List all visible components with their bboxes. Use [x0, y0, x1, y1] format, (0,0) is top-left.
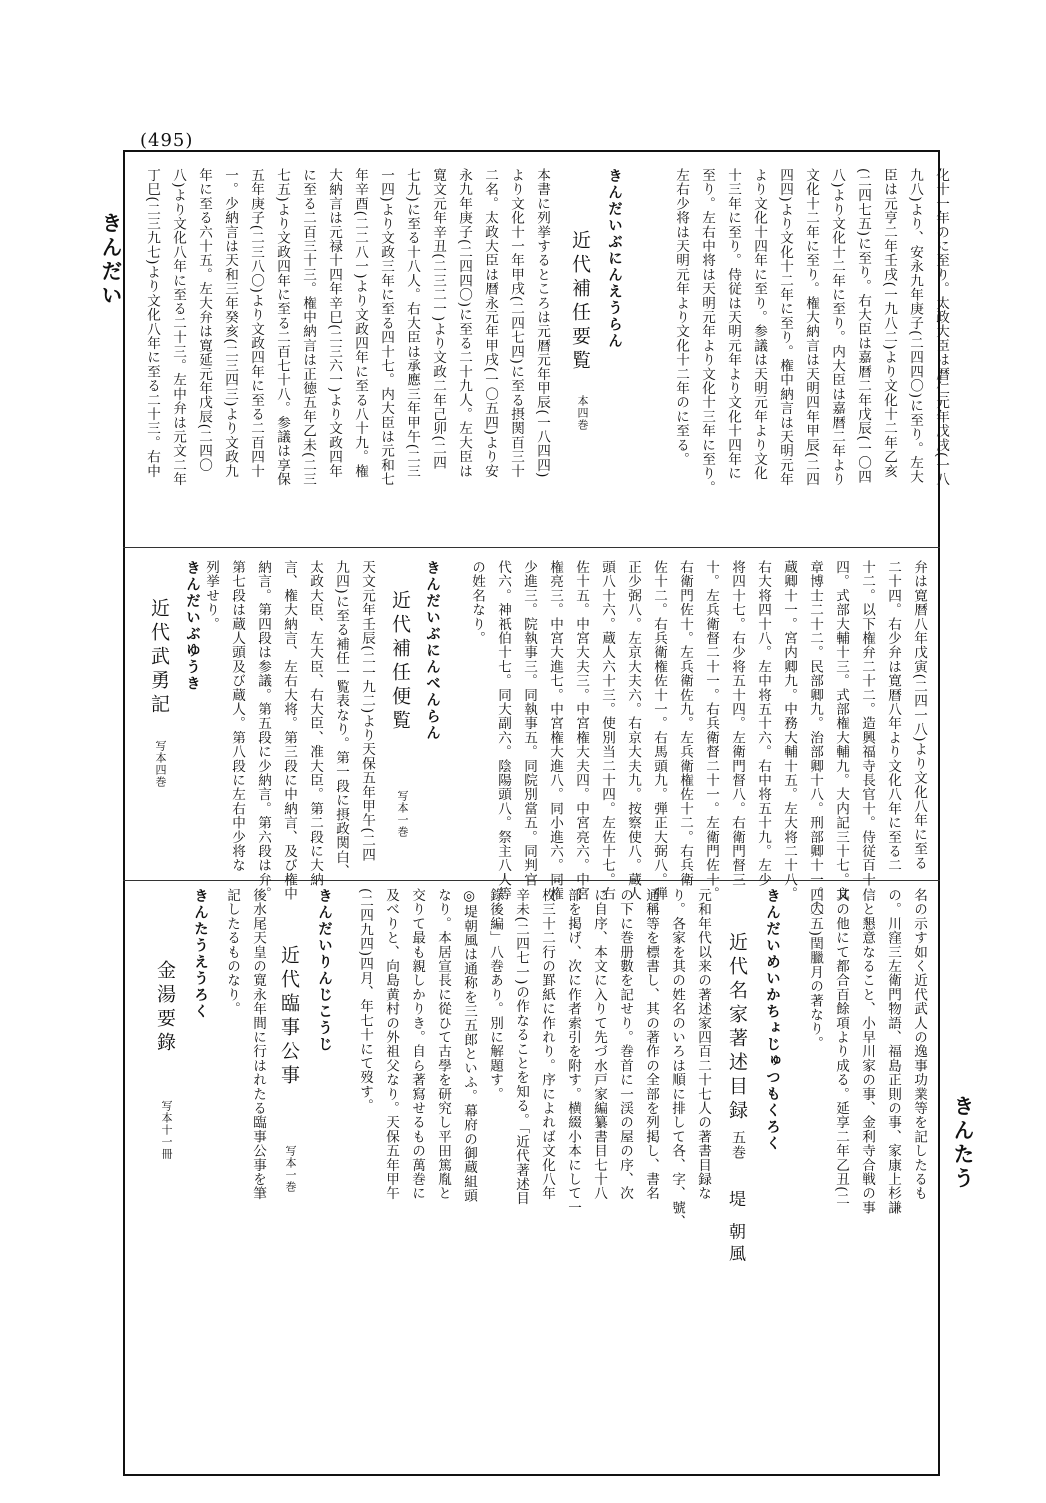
text-line: 十。左兵衛督二十一。右兵衛督二十一。左衛門佐十。 — [703, 560, 719, 901]
tier2-entry-text — [203, 560, 380, 901]
text-line: 八)より文化十二年に至り。内大臣は嘉暦二年より — [829, 168, 845, 487]
text-line: (二四七五)に至り。右大臣は嘉暦二年戊辰(一〇四 — [855, 168, 871, 484]
text-line: 永九年庚子(二四四〇)に至る二十九人。左大臣は — [456, 168, 472, 479]
text-line: 佐十五。中宮大夫三。中宮権大夫四。中宮亮六。中宮 — [573, 560, 589, 901]
text-line: ◎堤朝風は通称を三五郎といふ。幕府の御蔵組頭 — [461, 888, 477, 1203]
text-line: の下に巻册數を記せり。巻首に一渓の屋の序、次 — [617, 888, 633, 1201]
text-line: 大納言は元禄十四年辛巳(二三六一)より文政四年 — [326, 168, 342, 479]
entry-volumes: 五巻 — [730, 1130, 746, 1160]
text-line: 錄後編」八巻あり。別に解題す。 — [487, 888, 503, 1101]
entry-title: 近代補任便覧 — [389, 590, 411, 734]
text-line: の。川窪三左衛門物語、福島正則の事、家康上杉謙 — [885, 888, 901, 1215]
text-line: 弁は寛暦八年戊寅(二四一八)より文化八年に至る — [911, 560, 927, 871]
text-line: より文化十四年に至り。参議は天明元年より文化 — [751, 168, 767, 481]
tier-divider-1 — [123, 547, 940, 548]
entry-title: 近代武勇記 — [148, 598, 170, 718]
text-line: 四四)より文化十二年に至り。権中納言は天明元年 — [777, 168, 793, 487]
text-line: 納言。第四段は参議。第五段に少納言。第六段は弁。 — [255, 560, 271, 901]
entry-reading: きんだいぶゆうき — [184, 560, 201, 692]
text-line: 通稱等を標書し、其の著作の全部を列掲し、書名 — [643, 888, 659, 1201]
entry-volumes: 写本一巻 — [284, 1145, 297, 1193]
text-line: 十二。以下権弁二十二。造興福寺長官十。侍従百十 — [859, 560, 875, 887]
text-line: 太政大臣、左大臣、右大臣、准大臣。第二段に大納 — [307, 560, 323, 887]
text-line: 及べりと、向島黄村の外祖父なり。天保五年甲午 — [383, 888, 399, 1201]
text-line: 二名。太政大臣は暦永元年甲戌(一〇五四)より安 — [482, 168, 498, 479]
text-line: 五年庚子(二三八〇)より文政四年に至る二百四十 — [248, 168, 264, 479]
text-line: 代六。神祇伯十七。同大副六。陰陽頭八。祭主八人等 — [495, 560, 511, 901]
tier3-entry-text-2 — [215, 888, 271, 1468]
side-label-top: きんだい — [99, 212, 124, 308]
text-line: 権亮三。中宮大進七。中宮権大進八。同小進六。同権 — [547, 560, 563, 901]
entry-title: 近代名家著述目録 — [726, 932, 748, 1124]
text-line: 将四十七。右少将五十四。左衛門督八。右衛門督三 — [729, 560, 745, 887]
text-line: 佐十二。右兵衛権佐十一。右馬頭九。弾正大弼八。弾 — [651, 560, 667, 901]
text-line: より文化十一年甲戌(二四七四)に至る摂関百三十 — [508, 168, 524, 479]
text-line: なり。本居宣長に從ひて古學を研究し平田篤胤と — [435, 888, 451, 1201]
entry-volumes: 写本四巻 — [154, 740, 167, 788]
text-line: 信と懇意なること、小早川家の事、金利寺合戦の事 — [859, 888, 875, 1215]
text-line: に自序、本文に入りて先づ水戸家編纂書目七十八 — [591, 888, 607, 1201]
entry-title: 金湯要錄 — [154, 960, 176, 1056]
text-line: 枚三十二行の罫紙に作れり。序によれば文化八年 — [539, 888, 555, 1201]
text-line: 其の他にて都合百餘項より成る。延享二年乙丑(二 — [833, 888, 849, 1207]
text-line: 部を掲げ、次に作者索引を附す。横綴小本にして一 — [565, 888, 581, 1215]
text-line: (二四九四)四月、年七十にて歿す。 — [357, 888, 373, 1113]
continued-text-body — [464, 560, 932, 915]
text-line: 四。式部大輔十三。式部権大輔九。大内記三十七。文 — [833, 560, 849, 901]
text-line: 七五)より文政四年に至る二百七十八。参議は享保 — [274, 168, 290, 487]
text-line: 寛文元年辛丑(二三二一)より文政二年己卯(二四 — [430, 168, 446, 470]
tier2-continued-text — [450, 560, 932, 915]
text-line: 八)より文化八年に至る二十三。左中弁は元文二年 — [170, 168, 186, 487]
text-line: 右衛門佐十。左兵衛佐九。左兵衛権佐十二。右兵衛 — [677, 560, 693, 887]
text-line: 年に至る六十五。左大弁は寛延元年戊辰(二四〇 — [196, 168, 212, 473]
entry-reading: きんだいめいかちょじゅつもくろく — [764, 888, 781, 1152]
side-label-bottom: きんたう — [951, 1095, 976, 1191]
text-line: 四〇五)閏臘月の著なり。 — [807, 888, 823, 1051]
entry-text-body — [219, 888, 271, 1468]
text-line: 言、権大納言、左右大将。第三段に中納言、及び権中 — [281, 560, 297, 901]
tier3-entry-text — [338, 888, 716, 1468]
entry-reading: きんだいぶにんべんらん — [424, 560, 441, 742]
text-line: り。各家を其の姓名のいろは順に排して各、字、號、 — [669, 888, 685, 1229]
text-line: 第七段は蔵人頭及び蔵人。第八段に左右中少将な — [229, 560, 245, 873]
text-line: 辛未(二四七一)の作なることを知る。「近代著述目 — [513, 888, 529, 1206]
text-line: 二十四。右少弁は寛暦八年より文化八年に至る二 — [885, 560, 901, 873]
entry-reading: きんたうえうろく — [192, 888, 209, 1020]
text-line: 本書に列挙するところは元暦元年甲辰(一八四四) — [534, 168, 550, 479]
text-line: 左右少将は天明元年より文化十二年のに至る。 — [673, 168, 689, 467]
entry-reading: きんだいぶにんえうらん — [606, 168, 623, 350]
text-line: に至る二百三十三。権中納言は正徳五年乙未(二三 — [300, 168, 316, 487]
entry-text-body — [139, 168, 555, 538]
text-line: 頭八十六。蔵人六十三。使別当二十四。左佐十七。右 — [599, 560, 615, 901]
text-line: 右大将四十八。左中将五十六。右中将五十九。左少 — [755, 560, 771, 887]
text-line: の姓名なり。 — [469, 560, 485, 646]
text-line: 少進三。院執事三。同執事五。同院別當五。同判官 — [521, 560, 537, 887]
text-line: 蔵卿十一。宮内卿九。中務大輔十五。左大将二十八。 — [781, 560, 797, 901]
entry-text-body — [198, 560, 380, 901]
text-line: 記したるものなり。 — [224, 888, 240, 1016]
text-line: 年辛酉(二二八一)より文政四年に至る八十九。権 — [352, 168, 368, 479]
entry-author: 堤 朝風 — [725, 1190, 745, 1267]
tier3-continued-text — [798, 888, 932, 1468]
entry-reading: きんだいりんじこうじ — [316, 888, 333, 1053]
text-line: 一四)より文政三年に至る四十七。内大臣は元和七 — [378, 168, 394, 487]
text-line: 正少弼八。左京大夫六。右京大夫九。按察使八。蔵人 — [625, 560, 641, 901]
text-line: 一。少納言は天和三年癸亥(二三四三)より文政九 — [222, 168, 238, 479]
continued-text-body — [668, 168, 954, 538]
text-line: 九四)に至る補任一覧表なり。第一段に摂政関白、 — [333, 560, 349, 879]
entry-text-body — [352, 888, 716, 1468]
entry-volumes: 写本一巻 — [396, 790, 409, 838]
entry-volumes: 写本十一冊 — [160, 1100, 173, 1160]
text-line: 化十一年のに至り。太政大臣は暦仁元年戊戌(一八 — [933, 168, 949, 487]
text-line: 臣は元亨二年壬戌(一九八二)より文化十二年乙亥 — [881, 168, 897, 479]
text-line: 十三年に至り。侍従は天明元年より文化十四年に — [725, 168, 741, 481]
text-line: 七九)に至る十八人。右大臣は承應三年甲午(二三 — [404, 168, 420, 479]
continued-text-body — [802, 888, 932, 1468]
text-line: 後水尾天皇の寛永年間に行はれたる臨事公事を筆 — [250, 888, 266, 1201]
text-line: 丁巳(二三九七)より文化八年に至る二十三。右中 — [144, 168, 160, 479]
text-line: 元和年代以来の著述家四百二十七人の著書目録な — [695, 888, 711, 1201]
text-line: 章博士二十二。民部卿九。治部卿十八。刑部卿十一。大 — [807, 560, 823, 915]
tier1-entry-text — [125, 168, 555, 538]
text-line: 列挙せり。 — [203, 560, 219, 631]
text-line: 天文元年壬辰(二一九二)より天保五年甲午(二四 — [359, 560, 375, 862]
entry-title: 近代補任要覧 — [569, 230, 591, 374]
page-number: (495) — [140, 130, 194, 151]
text-line: 名の示す如く近代武人の逸事功業等を記したるも — [911, 888, 927, 1201]
entry-volumes: 本四巻 — [576, 395, 589, 431]
tier1-continued-text — [668, 168, 949, 538]
text-line: 九八)より、安永九年庚子(二四四〇)に至り。左大 — [907, 168, 923, 484]
text-line: 至り。左右中将は天明元年より文化十三年に至り。 — [699, 168, 715, 495]
entry-title: 近代臨事公事 — [278, 945, 300, 1089]
text-line: 交りて最も親しかりき。自ら著寫せるもの萬巻に — [409, 888, 425, 1201]
text-line: 文化十二年に至り。権大納言は天明四年甲辰(二四 — [803, 168, 819, 487]
